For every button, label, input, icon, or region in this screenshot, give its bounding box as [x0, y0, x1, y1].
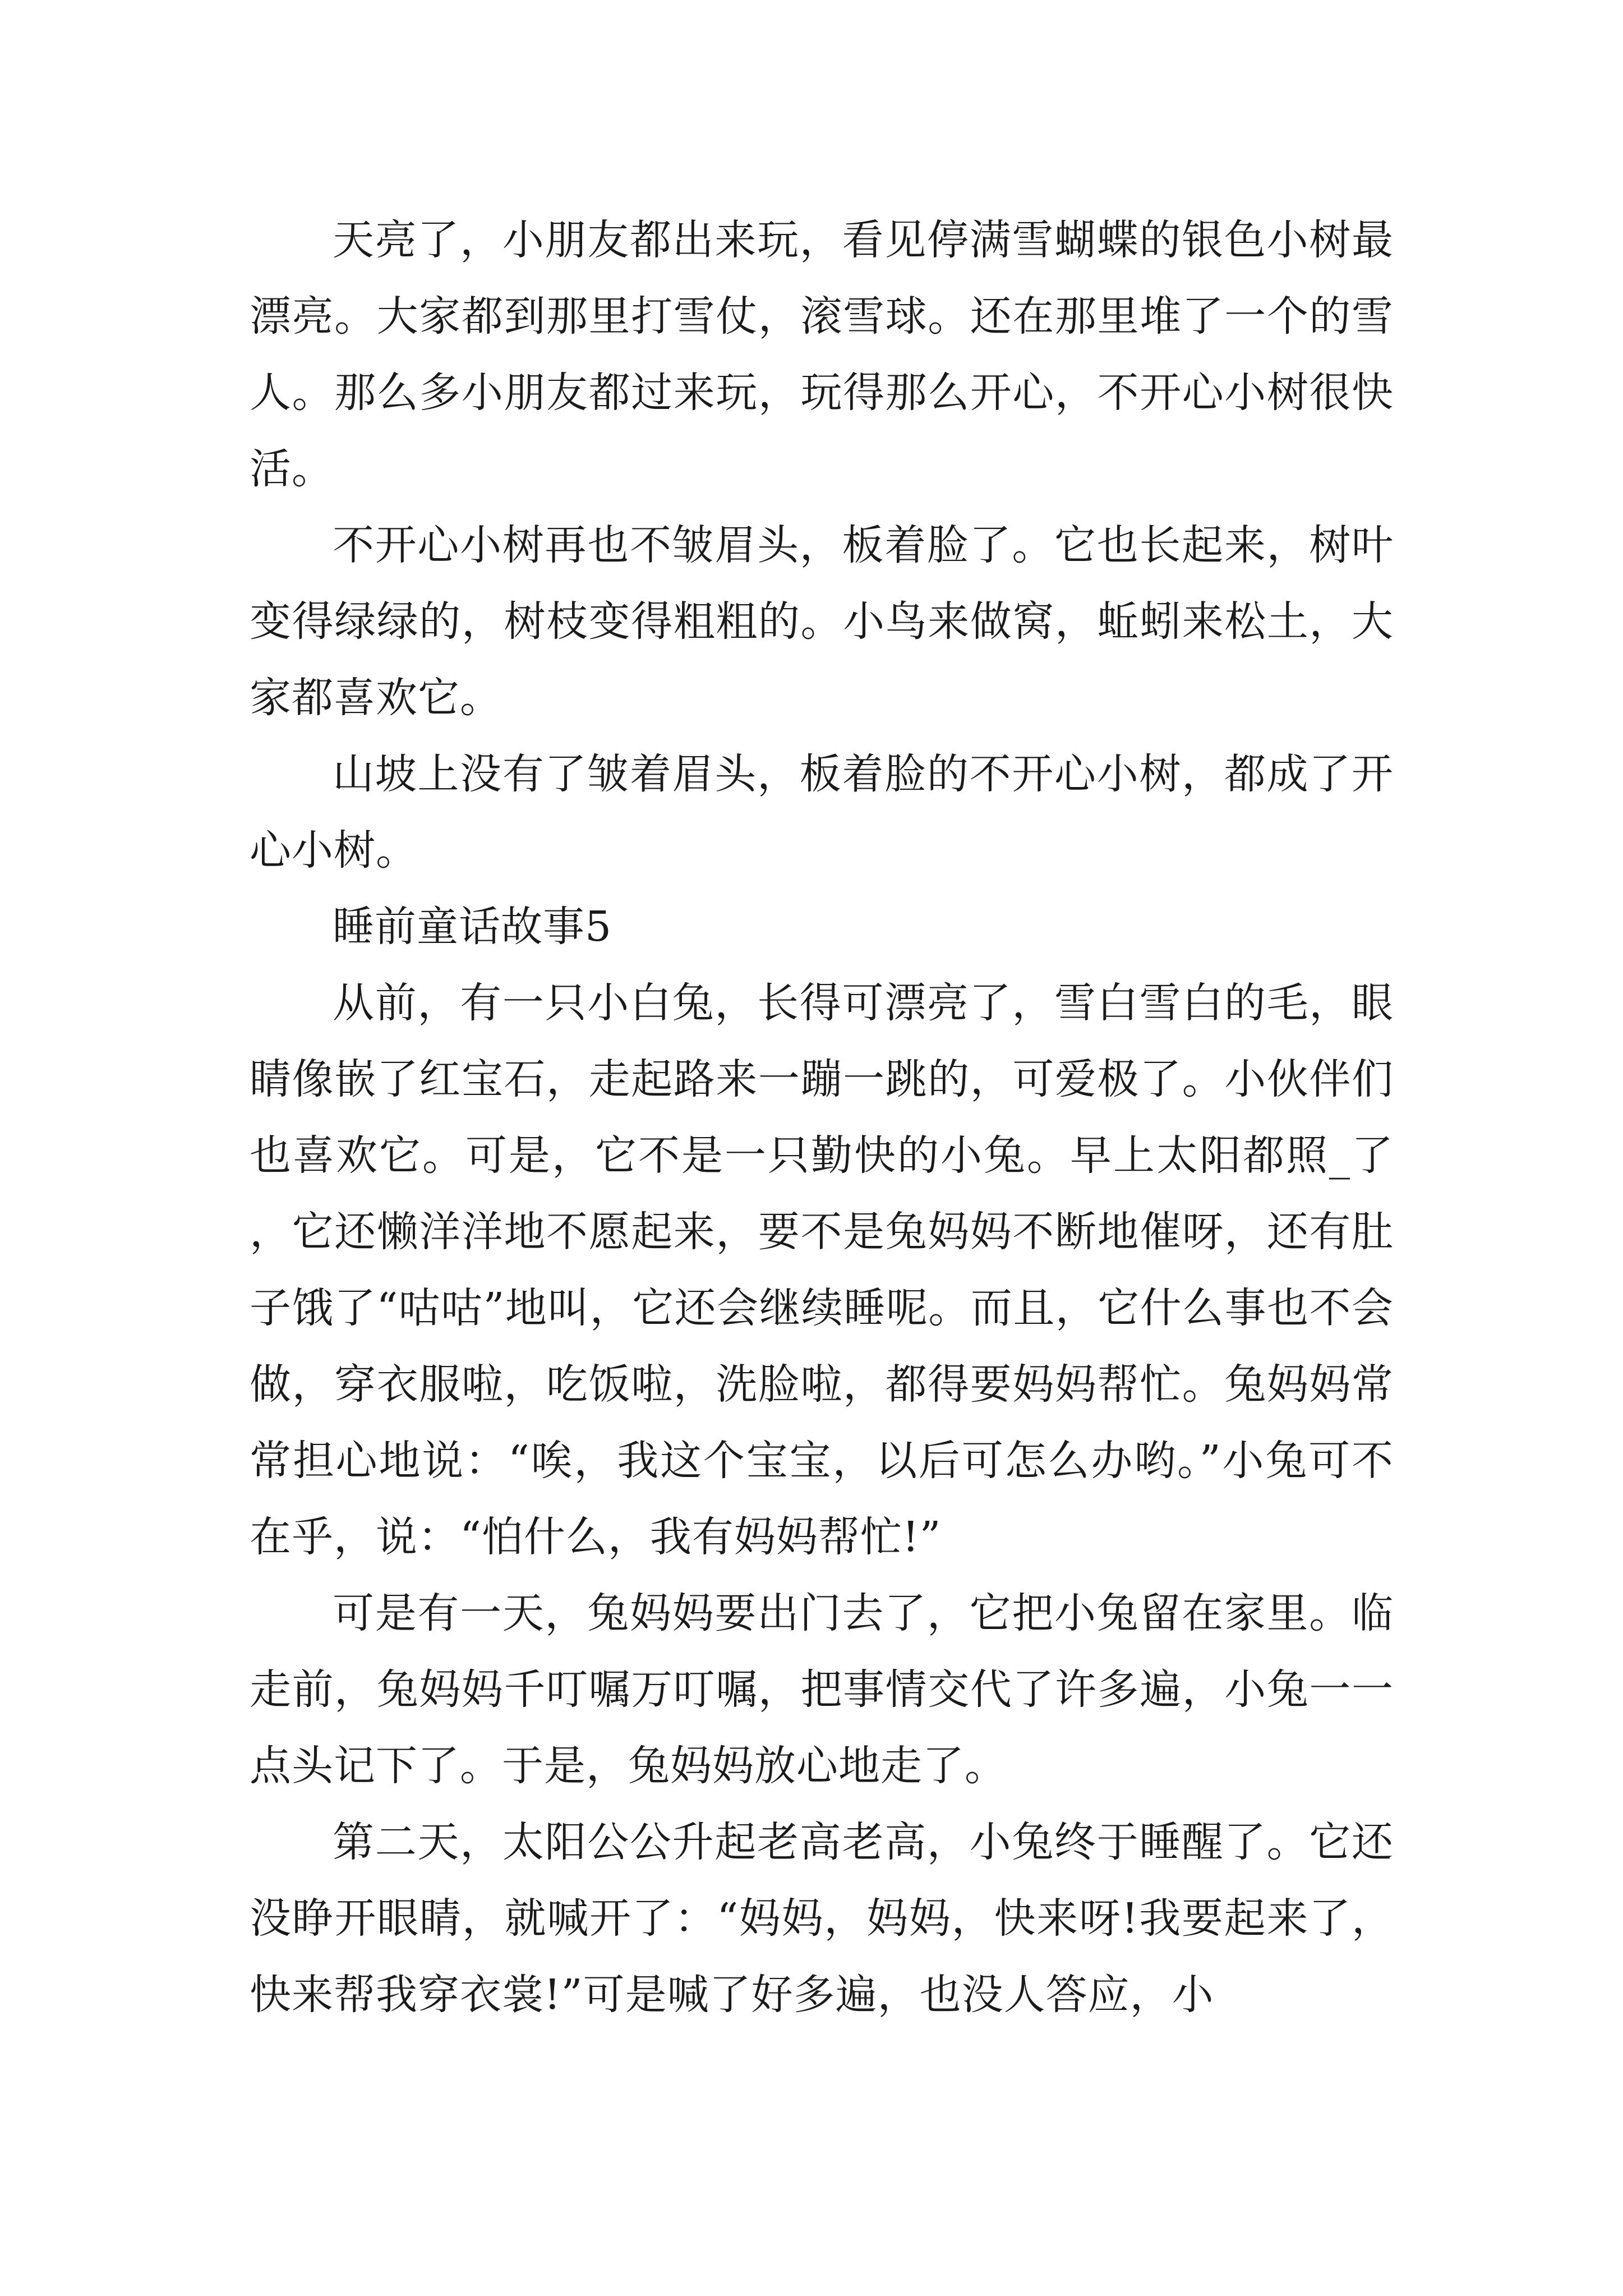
paragraph-happy-tree-morning: 天亮了，小朋友都出来玩，看见停满雪蝴蝶的银色小树最漂亮。大家都到那里打雪仗，滚雪球。还在那里堆了一个的雪人。那么多小朋友都过来玩，玩得那么开心，不开心小树很快活。 — [250, 216, 1394, 493]
paragraph-next-day: 第二天，太阳公公升起老高老高，小兔终于睡醒了。它还没睁开眼睛，就喊开了：“妈妈，妈妈，快来呀!我要起来了，快来帮我穿衣裳!”可是喊了好多遍，也没人答应，小 — [250, 1818, 1394, 2019]
story-title: 睡前童话故事5 — [333, 903, 612, 951]
document-page — [250, 202, 1394, 2033]
paragraph-mother-leaves: 可是有一天，兔妈妈要出门去了，它把小兔留在家里。临走前，兔妈妈千叮嘱万叮嘱，把事情交代了许多遍，小兔一一点头记下了。于是，兔妈妈放心地走了。 — [250, 1589, 1394, 1790]
paragraph-little-rabbit: 从前，有一只小白兔，长得可漂亮了，雪白雪白的毛，眼睛像嵌了红宝石，走起路来一蹦一跳的，可爱极了。小伙伴们也喜欢它。可是，它不是一只勤快的小兔。早上太阳都照_了，它还懒洋洋地不愿起来，要不是兔妈妈不断地催呀，还有肚子饿了“咕咕”地叫，它还会继续睡呢。而且，它什么事也不会做，穿衣服啦，吃饭啦，洗脸啦，都得要妈妈帮忙。兔妈妈常常担心地说：“唉，我这个宝宝，以后可怎么办哟。”小兔可不在乎，说：“怕什么，我有妈妈帮忙!” — [250, 979, 1394, 1561]
paragraph-tree-grows: 不开心小树再也不皱眉头，板着脸了。它也长起来，树叶变得绿绿的，树枝变得粗粗的。小鸟来做窝，蚯蚓来松土，大家都喜欢它。 — [250, 521, 1394, 722]
paragraph-hillside-ending: 山坡上没有了皱着眉头，板着脸的不开心小树，都成了开心小树。 — [250, 750, 1394, 875]
